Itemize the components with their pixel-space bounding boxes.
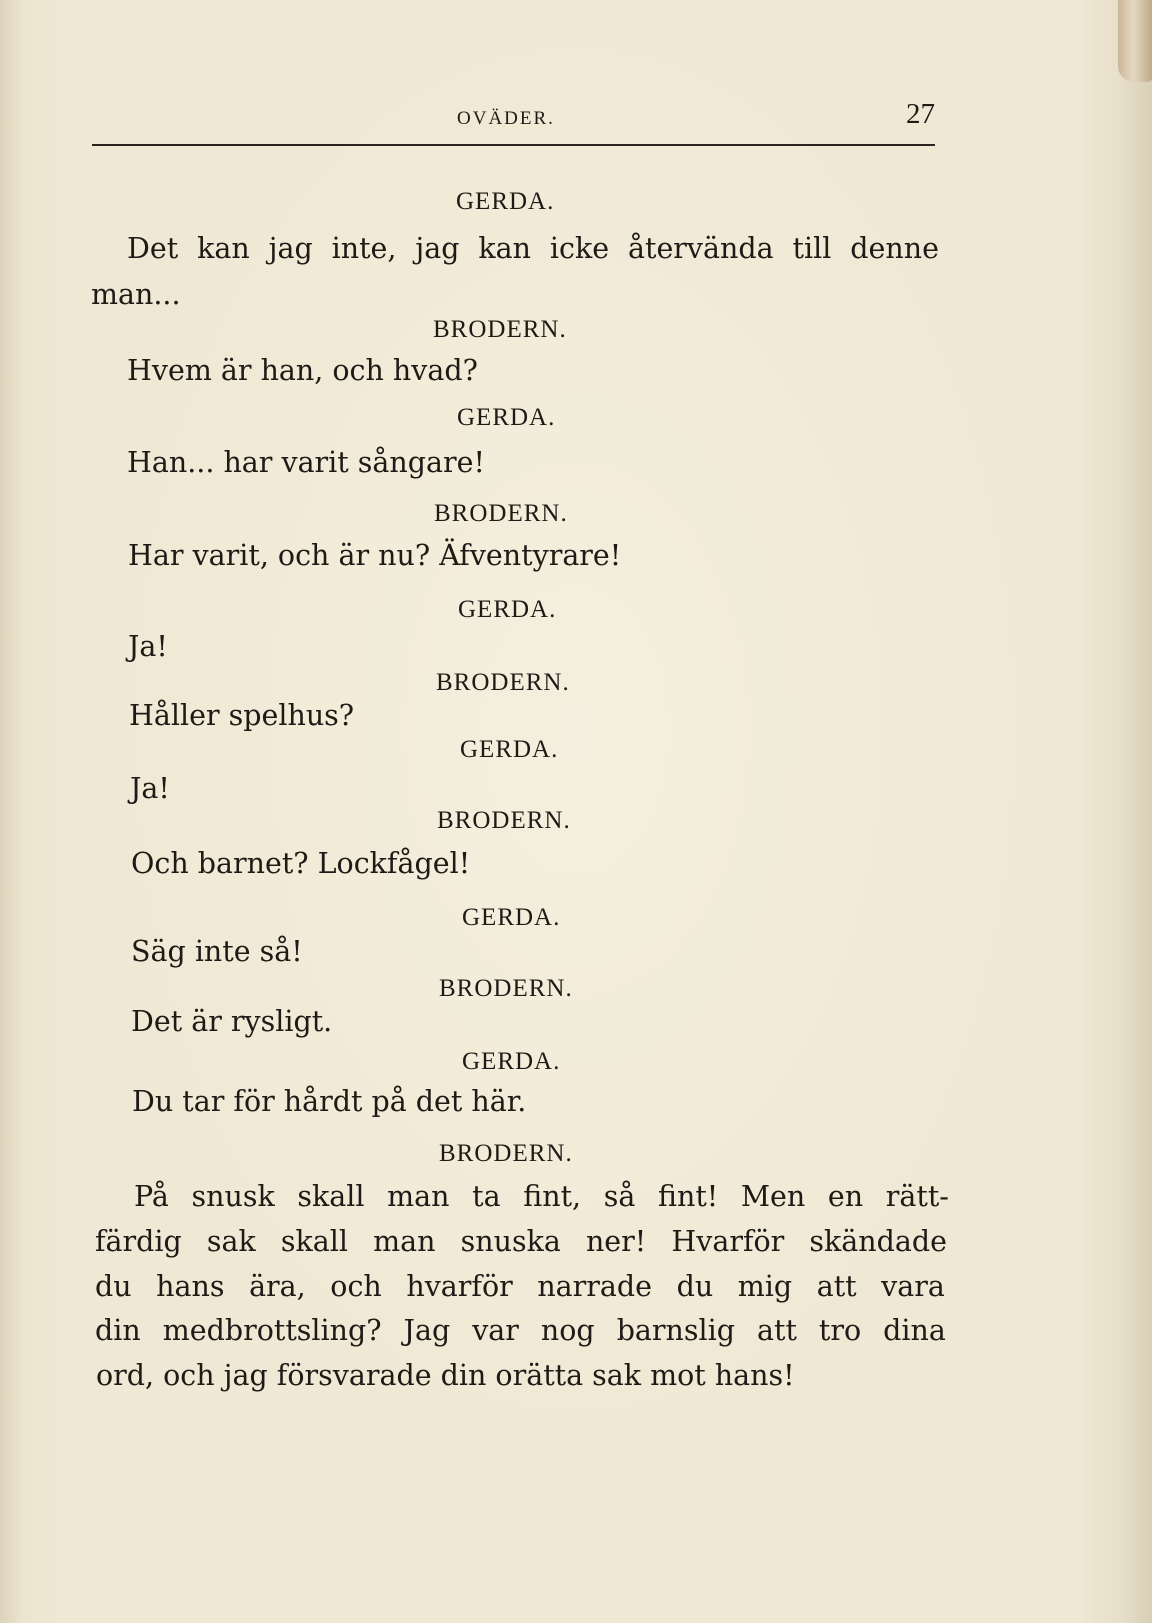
text-line: färdig sak skall man snuska ner! Hvarför skändade bbox=[95, 1225, 947, 1258]
text-line: Han... har varit sångare! bbox=[127, 446, 485, 479]
text-line: Säg inte så! bbox=[131, 935, 303, 968]
text-line: Ja! bbox=[130, 772, 170, 805]
speaker-name-gerda: GERDA. bbox=[458, 596, 557, 623]
speaker-name-brodern: BRODERN. bbox=[439, 975, 573, 1002]
text-line: ord, och jag försvarade din orätta sak mot hans! bbox=[96, 1359, 795, 1392]
text-line: Och barnet? Lockfågel! bbox=[131, 847, 471, 880]
text-line: Du tar för hårdt på det här. bbox=[132, 1085, 527, 1118]
running-title: OVÄDER. bbox=[457, 108, 555, 129]
speaker-name-brodern: BRODERN. bbox=[436, 669, 570, 696]
speaker-name-gerda: GERDA. bbox=[460, 736, 559, 763]
speaker-name-brodern: BRODERN. bbox=[434, 500, 568, 527]
speaker-name-brodern: BRODERN. bbox=[433, 316, 567, 343]
text-line: Håller spelhus? bbox=[129, 699, 355, 732]
text-line: Det kan jag inte, jag kan icke återvända till denne bbox=[127, 232, 939, 265]
speaker-name-gerda: GERDA. bbox=[462, 1048, 561, 1075]
text-line: Ja! bbox=[128, 630, 168, 663]
speaker-name-gerda: GERDA. bbox=[462, 904, 561, 931]
header-rule bbox=[92, 144, 935, 146]
text-line: din medbrottsling? Jag var nog barnslig att tro dina bbox=[95, 1314, 946, 1347]
speaker-name-gerda: GERDA. bbox=[456, 188, 555, 215]
text-line: Har varit, och är nu? Äfventyrare! bbox=[128, 539, 622, 572]
page-header bbox=[92, 96, 935, 136]
speaker-name-brodern: BRODERN. bbox=[439, 1140, 573, 1167]
speaker-name-gerda: GERDA. bbox=[457, 404, 556, 431]
page-number: 27 bbox=[906, 98, 935, 130]
text-line: Hvem är han, och hvad? bbox=[127, 354, 478, 387]
speaker-name-brodern: BRODERN. bbox=[437, 807, 571, 834]
text-line: du hans ära, och hvarför narrade du mig att vara bbox=[95, 1270, 945, 1303]
page-tab-mark bbox=[1118, 0, 1152, 82]
text-line: På snusk skall man ta fint, så fint! Men en rätt- bbox=[134, 1180, 949, 1213]
text-line: man... bbox=[91, 278, 181, 311]
text-line: Det är rysligt. bbox=[131, 1005, 333, 1038]
